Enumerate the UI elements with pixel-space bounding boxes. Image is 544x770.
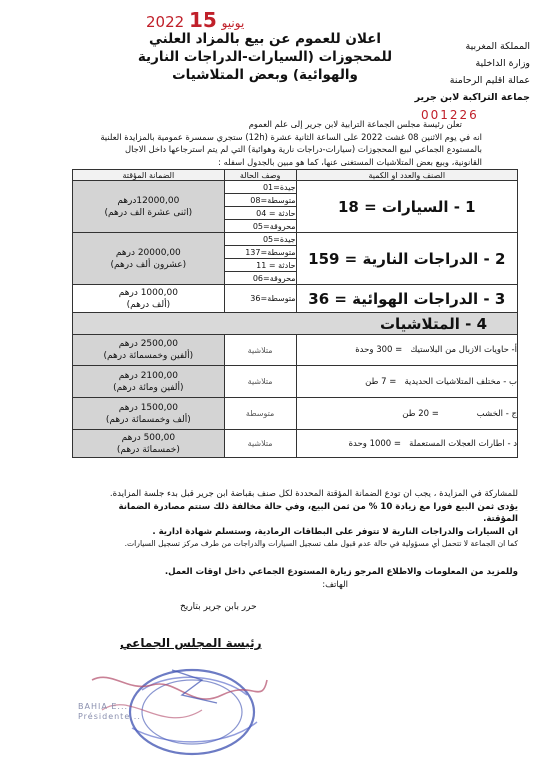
scrap-item-state: متلاشية — [224, 335, 296, 366]
guarantee-words: (ألف درهم) — [126, 299, 171, 310]
guarantee-words: (عشرون ألف درهم) — [110, 259, 187, 270]
scrap-label: 4 - المتلاشيات — [73, 313, 518, 335]
date-year: 2022 — [146, 13, 185, 31]
scrap-item-name: د - اطارات العجلات المستعملة — [409, 438, 517, 449]
scrap-item-state: متلاشية — [224, 430, 296, 458]
official-stamp — [72, 650, 272, 766]
col-header-guarantee: الضمانة المؤقتة — [73, 170, 225, 181]
footer-contact — [98, 566, 518, 591]
date-stamp — [146, 8, 244, 32]
cars-condition: جيدة=01 — [224, 181, 296, 194]
auction-table — [72, 169, 518, 458]
guarantee-amount: 2100,00 درهم — [118, 370, 178, 381]
scrap-item-state: متوسطة — [224, 398, 296, 430]
scrap-item-guarantee — [73, 366, 225, 398]
footer-paragraph: للمشاركة في المزايدة ، يجب ان تودع الضمانة المؤقتة المحددة لكل صنف بقباضة ابن جرير قبل بدء جلسة المزايدة. — [109, 489, 518, 499]
title-line-1: اعلان للعموم عن بيع بالمزاد العلني — [148, 31, 382, 47]
scrap-item-name: أ- حاويات الازبال من البلاستيك — [410, 345, 517, 355]
table-header-row — [73, 170, 518, 181]
bicycles-condition: متوسطة=36 — [224, 285, 296, 313]
header-line: وزارة الداخلية — [475, 58, 530, 69]
footer-conditions — [98, 488, 518, 551]
footer-paragraph: وللمزيد من المعلومات والاطلاع المرجو زيارة المستودع الجماعي داخل اوقات العمل. — [164, 567, 518, 577]
table-row — [73, 335, 518, 366]
guarantee-words: (ألفين ومائة درهم) — [113, 382, 184, 393]
intro-text — [62, 118, 482, 168]
issuer-header — [410, 38, 530, 106]
document-title — [110, 30, 420, 84]
scrap-item-qty: = 1000 وحدة — [348, 438, 402, 449]
guarantee-amount: 500,00 درهم — [121, 432, 176, 443]
scrap-item-name: ب - مختلف المتلاشيات الحديدية — [404, 376, 517, 387]
col-header-condition: وصف الحالة — [224, 170, 296, 181]
reference-number: 001226 — [421, 108, 479, 122]
motorcycles-condition: متوسطة=137 — [224, 246, 296, 259]
header-line: جماعة التراكبة لابن جرير — [414, 92, 530, 103]
cars-condition: متوسطة=08 — [224, 194, 296, 207]
motorcycles-condition: جيدة=05 — [224, 233, 296, 246]
bicycles-label: 3 - الدراجات الهوائية = 36 — [296, 285, 517, 313]
scrap-item-state: متلاشية — [224, 366, 296, 398]
scrap-item-desc — [296, 366, 517, 398]
table-row — [73, 285, 518, 313]
table-row — [73, 430, 518, 458]
footer-paragraph: ان السيارات والدراجات النارية لا تتوفر على البطاقات الرمادية، وستسلم شهادة ادارية . — [152, 526, 518, 537]
guarantee-amount: 20000,00 درهم — [115, 247, 181, 258]
scrap-item-qty: = 7 طن — [365, 376, 397, 387]
date-day: 15 — [188, 8, 217, 32]
guarantee-amount: 12000,00درهم — [117, 195, 180, 206]
cars-label: 1 - السيارات = 18 — [296, 181, 517, 233]
intro-line: انه في يوم الاثنين 08 غشت 2022 على الساعة الثانية عشرة (12h) ستجري سمسرة عمومية بالمزايدة العلنية — [100, 131, 482, 142]
guarantee-amount: 1000,00 درهم — [118, 287, 178, 298]
motorcycles-condition: محروقة=06 — [224, 272, 296, 285]
guarantee-words: (ألفين وخمسمائة درهم) — [103, 351, 194, 361]
scrap-item-desc — [296, 335, 517, 366]
scrap-item-qty: = 20 طن — [402, 408, 439, 419]
footer-paragraph: يؤدى ثمن البيع فورا مع زيادة 10 % من ثمن البيع، وفي حالة مخالفة ذلك ستتم مصادرة الضمانة المؤقتة. — [118, 501, 518, 524]
header-line: عمالة اقليم الرحامنة — [449, 75, 530, 86]
table-row — [73, 398, 518, 430]
table-row — [73, 233, 518, 246]
guarantee-words: (اثنى عشرة الف درهم) — [104, 207, 193, 218]
intro-line: بالمستودع الجماعي لبيع المحجوزات (سيارات-دراجات نارية وهوائية) التي لم يتم استرجاعها داخل الاجال — [124, 144, 482, 154]
motorcycles-label: 2 - الدراجات النارية = 159 — [296, 233, 517, 285]
date-month: يونيو — [221, 16, 245, 30]
scrap-item-guarantee — [73, 398, 225, 430]
table-row — [73, 313, 518, 335]
cars-condition: محروقة=05 — [224, 220, 296, 233]
footer-paragraph: كما ان الجماعة لا تتحمل أي مسؤولية في حالة عدم قبول ملف تسجيل السيارات والدراجات من طرف مركز تسجيل السيارات. — [124, 539, 518, 548]
signature-title: رئيسة المجلس الجماعي — [120, 636, 262, 650]
scrap-item-guarantee — [73, 430, 225, 458]
guarantee-words: (ألف وخمسمائة درهم) — [105, 414, 191, 425]
intro-line: القانونية، وبيع بعض المتلاشيات المستغنى عنها، كما هو مبين بالجدول اسفله : — [218, 156, 482, 167]
scrap-item-desc — [296, 430, 517, 458]
intro-line: تعلن رئيسة مجلس الجماعة الترابية لابن جرير إلى علم العموم — [248, 119, 462, 129]
title-line-2: للمحجوزات (السيارات-الدراجات النارية والهوائية) وبعض المتلاشيات — [137, 49, 393, 83]
scrap-item-qty: = 300 وحدة — [355, 345, 403, 355]
header-line: المملكة المغربية — [465, 41, 530, 52]
guarantee-amount: 2500,00 درهم — [118, 339, 178, 349]
scrap-item-desc — [296, 398, 517, 430]
stamp-text: BAHIA E... Présidente... — [78, 702, 141, 721]
table-row — [73, 181, 518, 194]
guarantee-words: (خمسمائة درهم) — [116, 444, 180, 455]
guarantee-amount: 1500,00 درهم — [118, 402, 178, 413]
footer-date-line: حرر بابن جرير بتاريخ — [180, 602, 257, 612]
bicycles-guarantee — [73, 285, 225, 313]
table-row — [73, 366, 518, 398]
col-header-category: الصنف والعدد او الكمية — [296, 170, 517, 181]
scrap-item-guarantee — [73, 335, 225, 366]
footer-phone: الهاتف: — [322, 579, 348, 590]
scrap-item-name: ج - الخشب — [476, 408, 517, 419]
motorcycles-guarantee — [73, 233, 225, 285]
cars-guarantee — [73, 181, 225, 233]
cars-condition: حادثة = 04 — [224, 207, 296, 220]
motorcycles-condition: حادثة = 11 — [224, 259, 296, 272]
